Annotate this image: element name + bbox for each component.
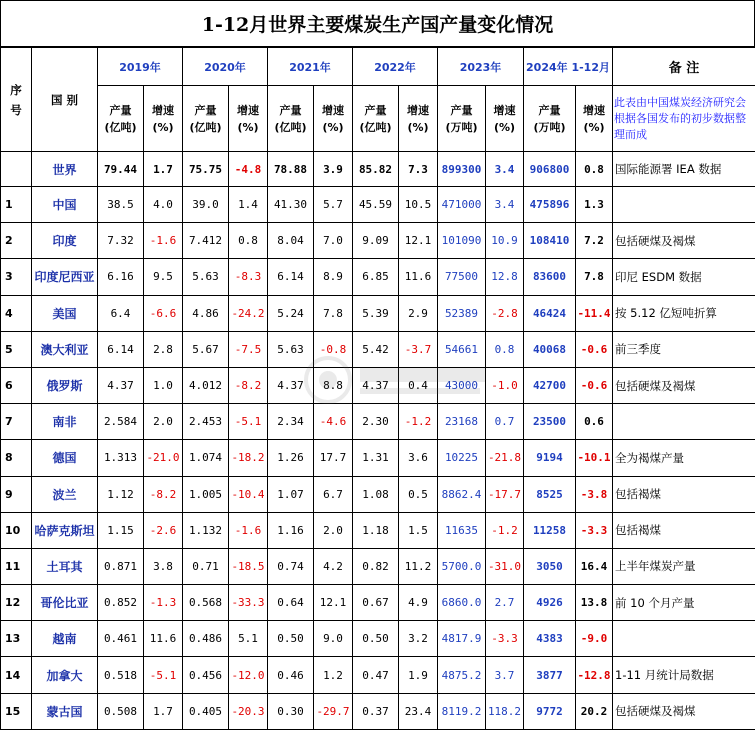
remark-cell: 前三季度	[613, 331, 755, 367]
row-index: 13	[1, 621, 32, 657]
growth-cell: -0.6	[576, 367, 613, 403]
growth-cell: -24.2	[229, 295, 268, 331]
remark-cell: 上半年煤炭产量	[613, 548, 755, 584]
growth-cell: 12.1	[399, 223, 438, 259]
table-row	[1, 440, 755, 476]
country-name: 蒙古国	[32, 693, 98, 729]
growth-cell: 2.9	[399, 295, 438, 331]
row-index: 1	[1, 187, 32, 223]
output-cell: 1.26	[268, 440, 314, 476]
row-index	[1, 152, 32, 187]
output-cell: 1.18	[353, 512, 399, 548]
output-cell: 0.46	[268, 657, 314, 693]
growth-cell: 9.0	[314, 621, 353, 657]
growth-cell: -12.0	[229, 657, 268, 693]
growth-cell: -10.1	[576, 440, 613, 476]
growth-cell: 11.6	[399, 259, 438, 295]
growth-cell: 0.8	[229, 223, 268, 259]
header-growth-unit: 增速 (%)	[144, 86, 183, 152]
output-cell: 0.64	[268, 585, 314, 621]
row-index: 10	[1, 512, 32, 548]
production-table	[0, 47, 755, 730]
growth-cell: 1.2	[314, 657, 353, 693]
growth-cell: -17.7	[486, 476, 524, 512]
remark-cell	[613, 621, 755, 657]
country-name: 越南	[32, 621, 98, 657]
output-cell: 9772	[524, 693, 576, 729]
header-index: 序号	[1, 48, 32, 152]
growth-cell: 2.0	[314, 512, 353, 548]
growth-cell: 20.2	[576, 693, 613, 729]
country-name: 美国	[32, 295, 98, 331]
growth-cell: 8.9	[314, 259, 353, 295]
growth-cell: -18.2	[229, 440, 268, 476]
growth-cell: 1.7	[144, 693, 183, 729]
row-index: 7	[1, 404, 32, 440]
growth-cell: -0.6	[576, 331, 613, 367]
header-year-2020: 2020年	[183, 48, 268, 86]
output-cell: 0.67	[353, 585, 399, 621]
output-cell: 6.16	[98, 259, 144, 295]
growth-cell: 1.5	[399, 512, 438, 548]
output-cell: 0.74	[268, 548, 314, 584]
growth-cell: -8.2	[229, 367, 268, 403]
growth-cell: -0.8	[314, 331, 353, 367]
growth-cell: -11.4	[576, 295, 613, 331]
output-cell: 471000	[438, 187, 486, 223]
growth-cell: 5.1	[229, 621, 268, 657]
growth-cell: -2.6	[144, 512, 183, 548]
growth-cell: -3.8	[576, 476, 613, 512]
header-output-unit: 产量 (万吨)	[438, 86, 486, 152]
growth-cell: 11.2	[399, 548, 438, 584]
output-cell: 2.34	[268, 404, 314, 440]
output-cell: 0.405	[183, 693, 229, 729]
output-cell: 1.313	[98, 440, 144, 476]
header-output-unit: 产量 (亿吨)	[353, 86, 399, 152]
growth-cell: -4.8	[229, 152, 268, 187]
remark-cell	[613, 404, 755, 440]
output-cell: 6860.0	[438, 585, 486, 621]
growth-cell: -7.5	[229, 331, 268, 367]
output-cell: 1.132	[183, 512, 229, 548]
output-cell: 899300	[438, 152, 486, 187]
remark-cell: 国际能源署 IEA 数据	[613, 152, 755, 187]
growth-cell: 7.8	[314, 295, 353, 331]
output-cell: 4.37	[353, 367, 399, 403]
output-cell: 2.30	[353, 404, 399, 440]
growth-cell: -8.3	[229, 259, 268, 295]
output-cell: 1.08	[353, 476, 399, 512]
growth-cell: -3.7	[399, 331, 438, 367]
output-cell: 5.42	[353, 331, 399, 367]
growth-cell: 1.3	[576, 187, 613, 223]
output-cell: 39.0	[183, 187, 229, 223]
output-cell: 42700	[524, 367, 576, 403]
output-cell: 1.31	[353, 440, 399, 476]
output-cell: 40068	[524, 331, 576, 367]
growth-cell: -8.2	[144, 476, 183, 512]
growth-cell: 0.5	[399, 476, 438, 512]
output-cell: 2.453	[183, 404, 229, 440]
output-cell: 23168	[438, 404, 486, 440]
output-cell: 38.5	[98, 187, 144, 223]
output-cell: 0.508	[98, 693, 144, 729]
country-name: 俄罗斯	[32, 367, 98, 403]
country-name: 南非	[32, 404, 98, 440]
output-cell: 0.71	[183, 548, 229, 584]
output-cell: 7.32	[98, 223, 144, 259]
header-country: 国 别	[32, 48, 98, 152]
output-cell: 0.82	[353, 548, 399, 584]
growth-cell: -9.0	[576, 621, 613, 657]
growth-cell: -1.6	[229, 512, 268, 548]
growth-cell: -4.6	[314, 404, 353, 440]
header-growth-unit: 增速 (%)	[229, 86, 268, 152]
output-cell: 4926	[524, 585, 576, 621]
country-name: 澳大利亚	[32, 331, 98, 367]
row-index: 6	[1, 367, 32, 403]
remark-cell: 包括褐煤	[613, 512, 755, 548]
output-cell: 0.486	[183, 621, 229, 657]
output-cell: 475896	[524, 187, 576, 223]
remark-cell: 包括褐煤	[613, 476, 755, 512]
output-cell: 46424	[524, 295, 576, 331]
output-cell: 1.16	[268, 512, 314, 548]
remark-cell: 印尼 ESDM 数据	[613, 259, 755, 295]
output-cell: 0.50	[353, 621, 399, 657]
header-remark: 备 注	[613, 48, 755, 86]
row-index: 2	[1, 223, 32, 259]
table-row	[1, 295, 755, 331]
row-index: 12	[1, 585, 32, 621]
table-row	[1, 657, 755, 693]
output-cell: 4817.9	[438, 621, 486, 657]
growth-cell: 0.4	[399, 367, 438, 403]
output-cell: 0.871	[98, 548, 144, 584]
growth-cell: 16.4	[576, 548, 613, 584]
row-index: 4	[1, 295, 32, 331]
row-index: 11	[1, 548, 32, 584]
remark-cell	[613, 187, 755, 223]
growth-cell: 0.7	[486, 404, 524, 440]
remark-cell: 1-11 月统计局数据	[613, 657, 755, 693]
output-cell: 6.85	[353, 259, 399, 295]
country-name: 中国	[32, 187, 98, 223]
output-cell: 52389	[438, 295, 486, 331]
table-row	[1, 259, 755, 295]
table-row	[1, 187, 755, 223]
remark-cell: 包括硬煤及褐煤	[613, 693, 755, 729]
growth-cell: -33.3	[229, 585, 268, 621]
output-cell: 5.67	[183, 331, 229, 367]
growth-cell: 17.7	[314, 440, 353, 476]
table-row	[1, 367, 755, 403]
output-cell: 4.012	[183, 367, 229, 403]
output-cell: 9194	[524, 440, 576, 476]
output-cell: 1.12	[98, 476, 144, 512]
header-growth-unit: 增速 (%)	[399, 86, 438, 152]
growth-cell: -1.0	[486, 367, 524, 403]
output-cell: 0.518	[98, 657, 144, 693]
output-cell: 8.04	[268, 223, 314, 259]
growth-cell: 1.0	[144, 367, 183, 403]
remark-cell: 包括硬煤及褐煤	[613, 367, 755, 403]
output-cell: 0.852	[98, 585, 144, 621]
output-cell: 1.07	[268, 476, 314, 512]
output-cell: 4.37	[98, 367, 144, 403]
growth-cell: 1.7	[144, 152, 183, 187]
row-index: 9	[1, 476, 32, 512]
growth-cell: 5.7	[314, 187, 353, 223]
output-cell: 11635	[438, 512, 486, 548]
output-cell: 8862.4	[438, 476, 486, 512]
growth-cell: -31.0	[486, 548, 524, 584]
output-cell: 1.15	[98, 512, 144, 548]
growth-cell: -18.5	[229, 548, 268, 584]
table-row	[1, 404, 755, 440]
header-output-unit: 产量 (亿吨)	[268, 86, 314, 152]
growth-cell: -21.8	[486, 440, 524, 476]
country-name: 土耳其	[32, 548, 98, 584]
output-cell: 3050	[524, 548, 576, 584]
country-name: 印度尼西亚	[32, 259, 98, 295]
header-year-2019: 2019年	[98, 48, 183, 86]
output-cell: 5.24	[268, 295, 314, 331]
growth-cell: 7.8	[576, 259, 613, 295]
output-cell: 79.44	[98, 152, 144, 187]
growth-cell: -12.8	[576, 657, 613, 693]
row-index: 5	[1, 331, 32, 367]
output-cell: 5.63	[183, 259, 229, 295]
output-cell: 45.59	[353, 187, 399, 223]
row-index: 8	[1, 440, 32, 476]
row-index: 3	[1, 259, 32, 295]
output-cell: 3877	[524, 657, 576, 693]
growth-cell: 7.0	[314, 223, 353, 259]
output-cell: 43000	[438, 367, 486, 403]
output-cell: 77500	[438, 259, 486, 295]
row-index: 15	[1, 693, 32, 729]
country-name: 波兰	[32, 476, 98, 512]
header-growth-unit: 增速 (%)	[576, 86, 613, 152]
growth-cell: 0.8	[486, 331, 524, 367]
growth-cell: -20.3	[229, 693, 268, 729]
growth-cell: 0.8	[576, 152, 613, 187]
output-cell: 6.4	[98, 295, 144, 331]
output-cell: 2.584	[98, 404, 144, 440]
world-row	[1, 152, 755, 187]
header-year-2024: 2024年 1-12月	[524, 48, 613, 86]
output-cell: 75.75	[183, 152, 229, 187]
table-row	[1, 331, 755, 367]
output-cell: 23500	[524, 404, 576, 440]
header-output-unit: 产量 (万吨)	[524, 86, 576, 152]
table-row	[1, 621, 755, 657]
growth-cell: 3.6	[399, 440, 438, 476]
growth-cell: -21.0	[144, 440, 183, 476]
output-cell: 0.461	[98, 621, 144, 657]
header-growth-unit: 增速 (%)	[314, 86, 353, 152]
output-cell: 0.47	[353, 657, 399, 693]
remark-cell: 按 5.12 亿短吨折算	[613, 295, 755, 331]
growth-cell: 23.4	[399, 693, 438, 729]
header-year-2023: 2023年	[438, 48, 524, 86]
country-name: 德国	[32, 440, 98, 476]
growth-cell: 0.6	[576, 404, 613, 440]
country-name: 世界	[32, 152, 98, 187]
output-cell: 1.005	[183, 476, 229, 512]
output-cell: 101090	[438, 223, 486, 259]
growth-cell: -3.3	[486, 621, 524, 657]
output-cell: 9.09	[353, 223, 399, 259]
header-growth-unit: 增速 (%)	[486, 86, 524, 152]
output-cell: 0.568	[183, 585, 229, 621]
growth-cell: 7.2	[576, 223, 613, 259]
remark-cell: 包括硬煤及褐煤	[613, 223, 755, 259]
growth-cell: 3.2	[399, 621, 438, 657]
growth-cell: 1.9	[399, 657, 438, 693]
output-cell: 8119.2	[438, 693, 486, 729]
output-cell: 1.074	[183, 440, 229, 476]
output-cell: 78.88	[268, 152, 314, 187]
table-row	[1, 223, 755, 259]
growth-cell: 3.9	[314, 152, 353, 187]
output-cell: 5700.0	[438, 548, 486, 584]
header-output-unit: 产量 (亿吨)	[98, 86, 144, 152]
growth-cell: -1.2	[486, 512, 524, 548]
growth-cell: 1.4	[229, 187, 268, 223]
table-row	[1, 476, 755, 512]
growth-cell: 10.5	[399, 187, 438, 223]
output-cell: 83600	[524, 259, 576, 295]
output-cell: 4.86	[183, 295, 229, 331]
row-index: 14	[1, 657, 32, 693]
growth-cell: -29.7	[314, 693, 353, 729]
growth-cell: 3.7	[486, 657, 524, 693]
output-cell: 41.30	[268, 187, 314, 223]
header-note: 此表由中国煤炭经济研究会根据各国发布的初步数据整理而成	[613, 86, 755, 152]
output-cell: 906800	[524, 152, 576, 187]
country-name: 哈萨克斯坦	[32, 512, 98, 548]
output-cell: 4875.2	[438, 657, 486, 693]
output-cell: 5.39	[353, 295, 399, 331]
growth-cell: 3.4	[486, 152, 524, 187]
growth-cell: 2.0	[144, 404, 183, 440]
growth-cell: -6.6	[144, 295, 183, 331]
growth-cell: 118.2	[486, 693, 524, 729]
table-row	[1, 512, 755, 548]
growth-cell: -1.2	[399, 404, 438, 440]
growth-cell: 13.8	[576, 585, 613, 621]
country-name: 印度	[32, 223, 98, 259]
growth-cell: 4.0	[144, 187, 183, 223]
country-name: 加拿大	[32, 657, 98, 693]
table-row	[1, 693, 755, 729]
output-cell: 11258	[524, 512, 576, 548]
remark-cell: 前 10 个月产量	[613, 585, 755, 621]
growth-cell: 12.1	[314, 585, 353, 621]
table-row	[1, 548, 755, 584]
output-cell: 7.412	[183, 223, 229, 259]
page-title: 1-12月世界主要煤炭生产国产量变化情况	[0, 0, 755, 47]
header-year-2021: 2021年	[268, 48, 353, 86]
output-cell: 0.456	[183, 657, 229, 693]
growth-cell: -3.3	[576, 512, 613, 548]
remark-cell: 全为褐煤产量	[613, 440, 755, 476]
output-cell: 6.14	[98, 331, 144, 367]
country-name: 哥伦比亚	[32, 585, 98, 621]
growth-cell: 12.8	[486, 259, 524, 295]
growth-cell: 11.6	[144, 621, 183, 657]
growth-cell: -2.8	[486, 295, 524, 331]
output-cell: 85.82	[353, 152, 399, 187]
table-row	[1, 585, 755, 621]
growth-cell: 7.3	[399, 152, 438, 187]
output-cell: 54661	[438, 331, 486, 367]
output-cell: 4.37	[268, 367, 314, 403]
output-cell: 6.14	[268, 259, 314, 295]
output-cell: 8525	[524, 476, 576, 512]
growth-cell: 2.8	[144, 331, 183, 367]
growth-cell: 3.8	[144, 548, 183, 584]
growth-cell: 2.7	[486, 585, 524, 621]
output-cell: 5.63	[268, 331, 314, 367]
growth-cell: 9.5	[144, 259, 183, 295]
growth-cell: -10.4	[229, 476, 268, 512]
output-cell: 0.37	[353, 693, 399, 729]
output-cell: 10225	[438, 440, 486, 476]
output-cell: 4383	[524, 621, 576, 657]
header-year-2022: 2022年	[353, 48, 438, 86]
growth-cell: -5.1	[229, 404, 268, 440]
growth-cell: 4.9	[399, 585, 438, 621]
output-cell: 0.30	[268, 693, 314, 729]
growth-cell: 3.4	[486, 187, 524, 223]
growth-cell: -5.1	[144, 657, 183, 693]
output-cell: 0.50	[268, 621, 314, 657]
growth-cell: -1.6	[144, 223, 183, 259]
growth-cell: 4.2	[314, 548, 353, 584]
header-output-unit: 产量 (亿吨)	[183, 86, 229, 152]
output-cell: 108410	[524, 223, 576, 259]
growth-cell: 6.7	[314, 476, 353, 512]
growth-cell: -1.3	[144, 585, 183, 621]
growth-cell: 8.8	[314, 367, 353, 403]
growth-cell: 10.9	[486, 223, 524, 259]
